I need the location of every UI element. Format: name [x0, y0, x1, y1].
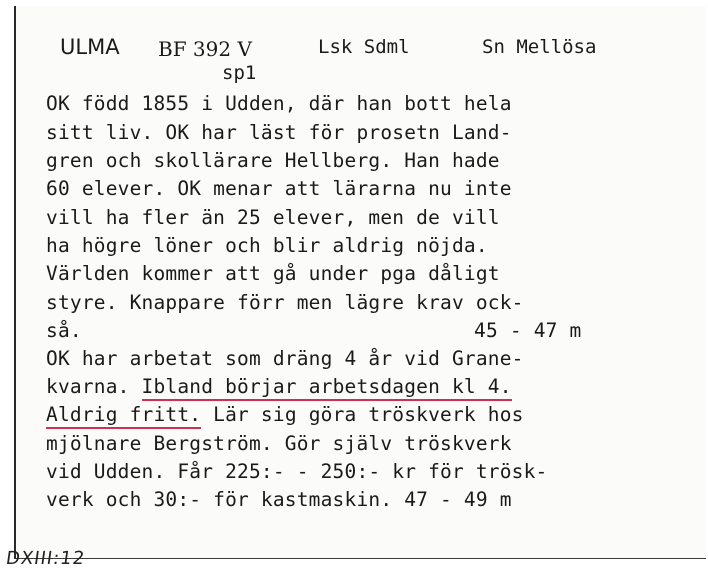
text-line-12: [46, 403, 524, 426]
text-line-7: Världen kommer att gå under pga dåligt: [46, 262, 500, 285]
text-line-1: OK född 1855 i Udden, där han bott hela: [46, 92, 512, 115]
text-segment: Lär sig göra tröskverk hos: [201, 403, 524, 426]
underlined-text: Ibland börjar arbetsdagen kl 4.: [142, 375, 512, 401]
landskap: Lsk Sdml: [318, 36, 410, 58]
page-range-1: 45 - 47 m: [474, 319, 582, 342]
text-line-3: gren och skollärare Hellberg. Han hade: [46, 149, 500, 172]
text-line-13: mjölnare Bergström. Gör själv tröskverk: [46, 432, 512, 455]
archive-code: ULMA: [60, 35, 120, 59]
text-line-10: OK har arbetat som dräng 4 år vid Grane-: [46, 347, 524, 370]
handwritten-archive-number: DXIII:12: [4, 548, 87, 569]
signum: BF 392 V: [158, 37, 252, 61]
socken: Sn Mellösa: [482, 36, 597, 58]
text-line-4: 60 elever. OK menar att lärarna nu inte: [46, 177, 512, 200]
text-line-8: styre. Knappare förr men lägre krav ock-: [46, 291, 524, 314]
text-line-5: vill ha fler än 25 elever, men de vill: [46, 206, 500, 229]
page-number: sp1: [222, 62, 257, 84]
text-line-15: verk och 30:- för kastmaskin. 47 - 49 m: [46, 488, 512, 511]
text-line-9-left: så.: [46, 319, 82, 342]
text-line-2: sitt liv. OK har läst för prosetn Land-: [46, 121, 512, 144]
text-line-11: [46, 375, 512, 398]
text-segment: kvarna.: [46, 375, 142, 398]
text-line-6: ha högre löner och blir aldrig nöjda.: [46, 234, 488, 257]
underlined-text: Aldrig fritt.: [46, 403, 201, 429]
text-line-14: vid Udden. Får 225:- - 250:- kr för trösk-: [46, 460, 548, 483]
